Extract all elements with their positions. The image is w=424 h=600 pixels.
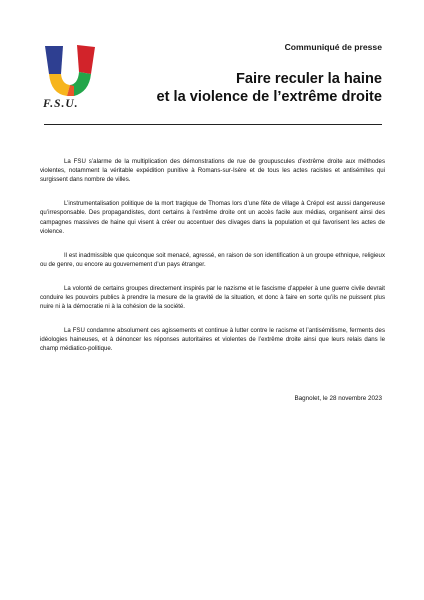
paragraph-4: La volonté de certains groupes directement inspirés par le nazisme et le fascisme d’appeler à une guerre civile devrait conduire les pouvoirs publics à prendre la mesure de la gravité de la situation, et donc à faire en sorte qu’ils ne puissent plus nuire ni à la démocratie ni à la cohésion de la société. [40, 284, 385, 311]
fsu-logo [41, 44, 99, 116]
title-line-2: et la violence de l’extrême droite [156, 89, 382, 105]
header-divider [44, 124, 382, 125]
fsu-logo-u-icon [41, 44, 99, 100]
paragraph-1: La FSU s’alarme de la multiplication des démonstrations de rue de groupuscules d’extrême droite aux méthodes violentes, notamment la véritable expédition punitive à Romans-sur-Isère et de tous les actes racistes et antisémites qui surgissent dans nombre de villes. [40, 158, 385, 184]
paragraph-5: La FSU condamne absolument ces agissements et continue à lutter contre le racisme et l’antisémitisme, ferments des idéologies haineuses, et à dénoncer les réponses autoritaires et violentes de l’extrême droite ainsi que leurs relais dans le champ médiatico-politique. [40, 326, 385, 353]
paragraph-3: Il est inadmissible que quiconque soit menacé, agressé, en raison de son identification à un groupe ethnique, religieux ou de genre, ou encore au gouvernement d’un pays étranger. [40, 251, 385, 268]
title-line-1: Faire reculer la haine [235, 71, 382, 87]
signature-date: Bagnolet, le 28 novembre 2023 [294, 395, 382, 402]
logo-text: F.S.U. [43, 98, 79, 110]
document-type: Communiqué de presse [284, 42, 382, 52]
page-title [157, 70, 382, 106]
paragraph-2: L’instrumentalisation politique de la mort tragique de Thomas lors d’une fête de village à Crépol est aussi dangereuse qu’irresponsable. Des propagandistes, dont certains à l’extrême droite ont un accès facile aux médias, organisent ainsi des campagnes massives de haine qui visent à créer ou accentuer des clivages dans la population et qui favorisent les actes de violence. [40, 200, 385, 235]
press-release-body [40, 157, 385, 368]
